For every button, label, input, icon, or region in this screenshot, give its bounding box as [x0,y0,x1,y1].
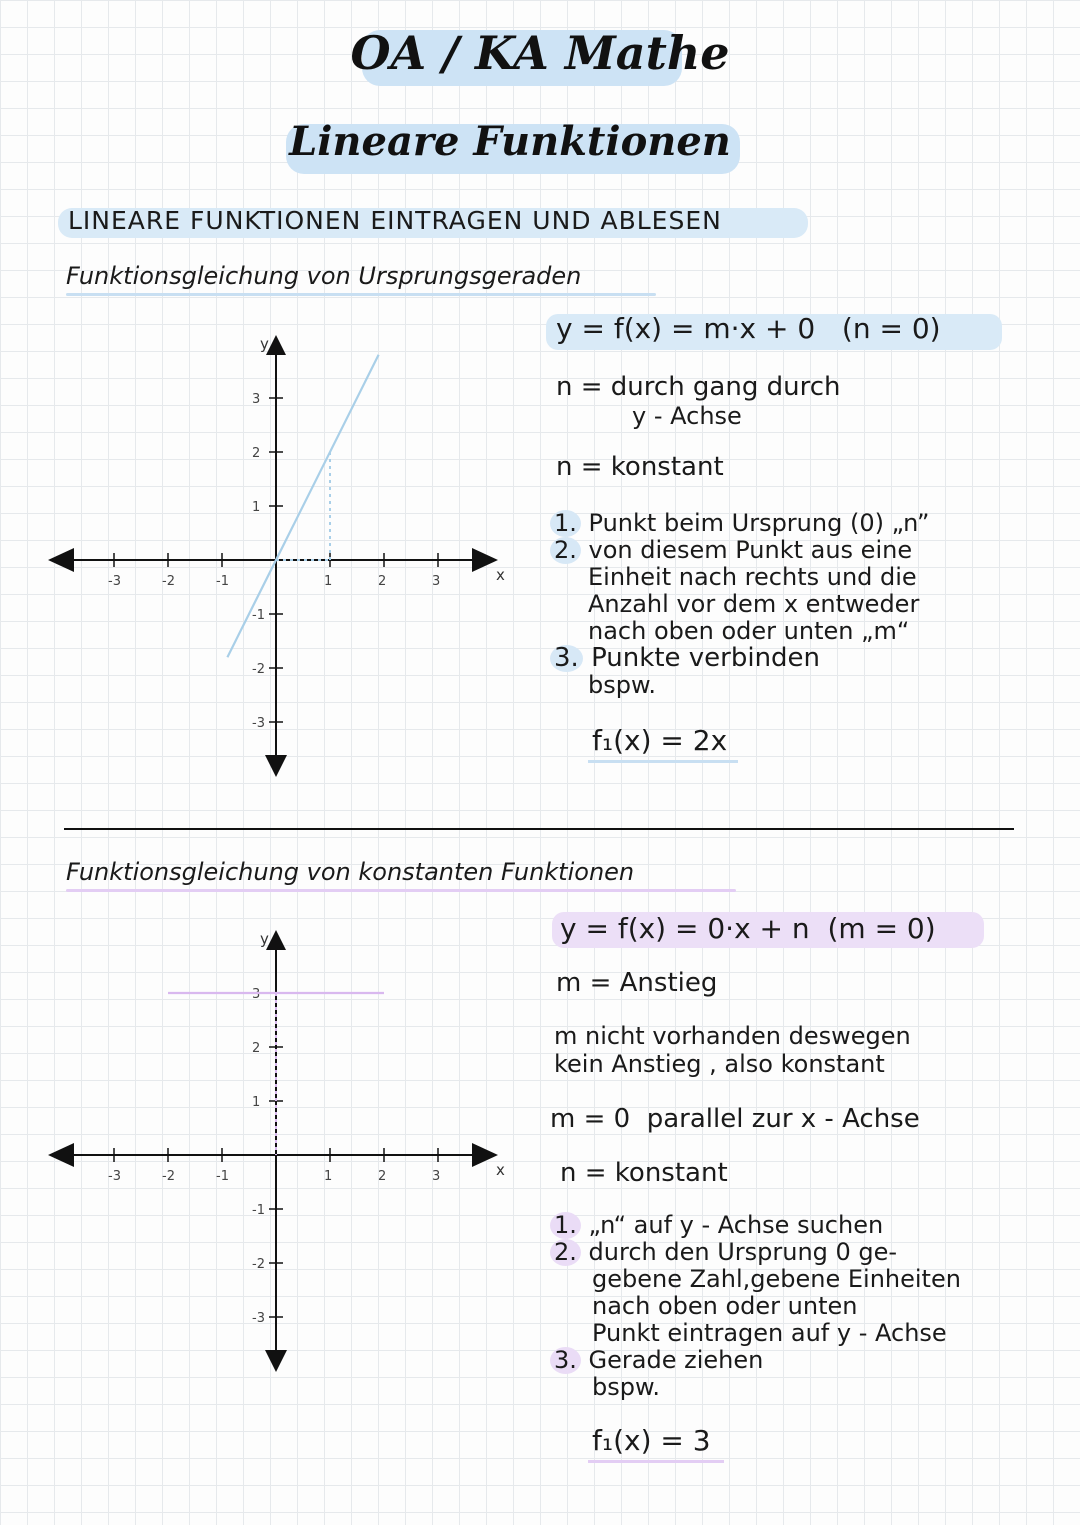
step-row [550,1293,1050,1320]
x-axis-label: x [496,566,505,584]
step-text: Anzahl vor dem x entweder [588,590,920,618]
section2-m-parallel: m = 0 parallel zur x - Achse [550,1104,920,1134]
x-tick-label: -2 [162,574,175,589]
step-text: Punkte verbinden [591,643,821,673]
page-subtitle: Lineare Funktionen [289,118,731,165]
step-text: Gerade ziehen [588,1346,764,1374]
page-title: OA / KA Mathe [350,26,730,80]
step-row [550,1239,1050,1266]
step-text: bspw. [592,1373,661,1401]
x-tick-label: 1 [324,574,333,589]
x-tick-label: 3 [432,1169,441,1184]
x-tick-label: 3 [432,574,441,589]
step-row [550,591,1050,618]
section1-heading-underline [66,293,656,296]
section1-n-definition: n = durch gang durch [556,372,841,402]
y-tick-label: -3 [252,1311,265,1326]
section2-heading-underline [66,889,736,892]
x-axis-left-arrow [48,1143,74,1167]
x-axis-label: x [496,1161,505,1179]
step-number: 3. [550,1347,581,1374]
step-number: 3. [550,645,583,672]
y-axis-label: y [260,930,269,948]
y-tick-label: 3 [252,987,261,1002]
x-tick-label: -1 [216,1169,229,1184]
step-row [550,537,1050,564]
step-number: 1. [550,510,581,537]
x-tick-label: 1 [324,1169,333,1184]
step-text: „n“ auf y - Achse suchen [588,1211,884,1239]
step-row [550,1212,1050,1239]
step-row [550,1374,1050,1401]
step-text: Einheit nach rechts und die [588,563,917,591]
y-axis-up-arrow [266,930,286,950]
step-row [550,510,1050,537]
y-axis-down-arrow [265,755,287,777]
section2-steps [550,1212,1050,1401]
y-tick-label: 2 [252,1041,261,1056]
x-tick-label: -3 [108,1169,121,1184]
x-tick-label: 2 [378,1169,387,1184]
y-tick-label: 1 [252,500,261,515]
y-tick-label: -2 [252,1257,265,1272]
y-tick-label: -2 [252,662,265,677]
y-axis-label: y [260,335,269,353]
y-tick-label: 1 [252,1095,261,1110]
chart-origin-line [40,325,520,785]
section2-equation: y = f(x) = 0·x + n (m = 0) [560,912,936,945]
x-tick-label: 2 [378,574,387,589]
x-tick-label: -3 [108,574,121,589]
step-row [550,1266,1050,1293]
section1-example: f₁(x) = 2x [592,724,728,757]
section2-heading: Funktionsgleichung von konstanten Funktionen [66,858,635,886]
step-number: 2. [550,537,581,564]
section2-m-note-1: m nicht vorhanden deswegen [554,1022,911,1050]
x-axis-left-arrow [48,548,74,572]
x-tick-label: -1 [216,574,229,589]
section1-n-definition-2: y - Achse [632,402,742,430]
section1-equation: y = f(x) = m·x + 0 (n = 0) [556,312,941,345]
section2-example-underline [588,1460,724,1463]
y-tick-label: 2 [252,446,261,461]
step-text: von diesem Punkt aus eine [588,536,913,564]
step-row [550,618,1050,645]
step-number: 1. [550,1212,581,1239]
chart-constant-line [40,920,520,1380]
step-text: nach oben oder unten [592,1292,858,1320]
section1-steps [550,510,1050,699]
section2-n-constant: n = konstant [560,1158,728,1188]
step-number: 2. [550,1239,581,1266]
x-axis-right-arrow [472,548,498,572]
step-text: bspw. [588,671,657,699]
y-axis-down-arrow [265,1350,287,1372]
section1-heading: Funktionsgleichung von Ursprungsgeraden [66,262,582,290]
topic-heading: LINEARE FUNKTIONEN EINTRAGEN UND ABLESEN [68,206,722,235]
x-axis-right-arrow [472,1143,498,1167]
section1-n-constant: n = konstant [556,452,724,482]
step-row [550,1320,1050,1347]
y-tick-label: -3 [252,716,265,731]
function-line [227,355,378,657]
section2-example: f₁(x) = 3 [592,1424,711,1457]
step-row [550,645,1050,672]
x-tick-label: -2 [162,1169,175,1184]
y-axis-up-arrow [266,335,286,355]
step-text: Punkt beim Ursprung (0) „n” [588,509,930,537]
section2-m-note-2: kein Anstieg , also konstant [554,1050,885,1078]
y-tick-label: -1 [252,1203,265,1218]
step-text: Punkt eintragen auf y - Achse [592,1319,947,1347]
section-divider [64,828,1014,830]
step-row [550,672,1050,699]
step-row [550,564,1050,591]
section2-m-definition: m = Anstieg [556,968,718,998]
step-text: gebene Zahl,gebene Einheiten [592,1265,961,1293]
step-text: durch den Ursprung 0 ge- [588,1238,898,1266]
step-text: nach oben oder unten „m“ [588,617,910,645]
step-row [550,1347,1050,1374]
section1-example-underline [588,760,738,763]
y-tick-label: -1 [252,608,265,623]
y-tick-label: 3 [252,392,261,407]
